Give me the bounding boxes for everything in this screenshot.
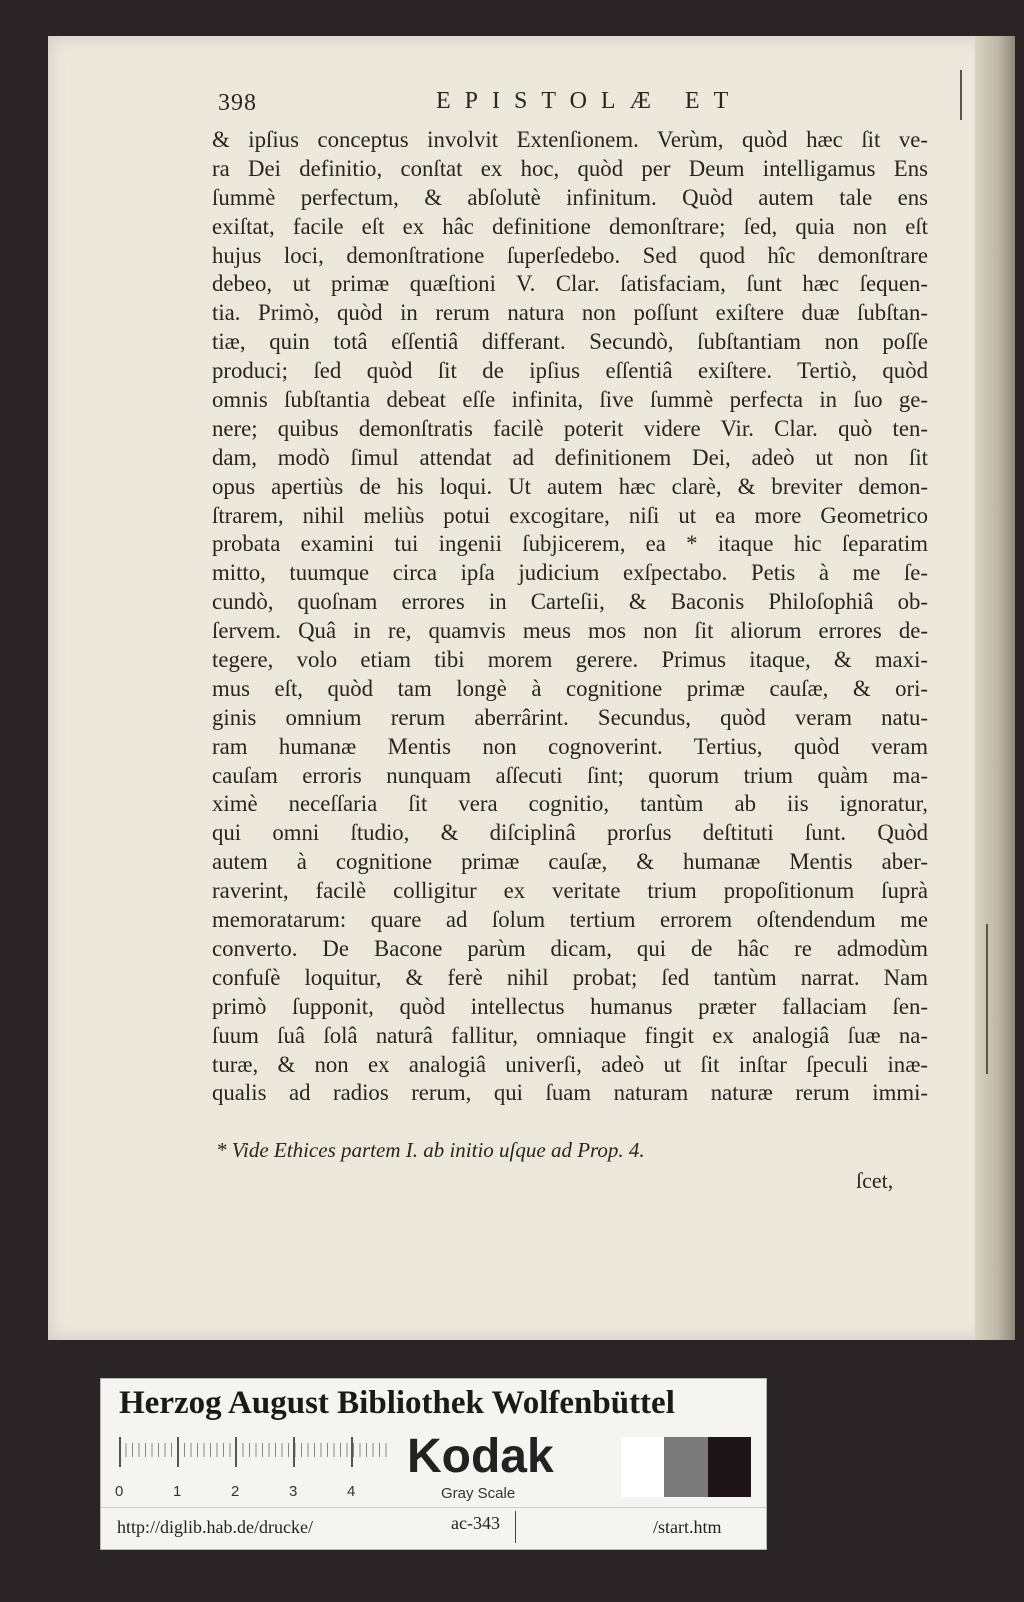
scale-label: 3 [289, 1483, 298, 1500]
gray-scale-label: Gray Scale [441, 1485, 516, 1502]
text-line: ginis omnium rerum aberrârint. Secundus, quòd veram natu- [212, 704, 928, 730]
library-name: Herzog August Bibliothek Wolfenbüttel [119, 1385, 675, 1421]
catchword: ſcet, [856, 1168, 894, 1193]
url-right: /start.htm [653, 1517, 722, 1537]
text-line: ximè neceſſaria ſit vera cognitio, tantùm ab iis ignoratur, [212, 791, 928, 817]
gray-patch [708, 1437, 751, 1497]
page-number: 398 [218, 90, 257, 116]
page-edge [975, 36, 1015, 1340]
text-line: ram humanæ Mentis non cognoverint. Tertius, quòd veram [212, 733, 928, 759]
text-line: ſervem. Quâ in re, quamvis meus mos non ſit aliorum errores de- [212, 618, 928, 644]
text-line: mus eſt, quòd tam longè à cognitione primæ cauſæ, & ori- [212, 675, 928, 701]
text-line: confuſè loquitur, & ferè nihil probat; ſed tantùm narrat. Nam [212, 964, 928, 990]
edge-mark [986, 924, 988, 1074]
text-line: converto. De Bacone parùm dicam, qui de hâc re admodùm [212, 935, 928, 961]
text-line: qui omni ſtudio, & diſciplinâ prorſus deſtituti ſunt. Quòd [212, 820, 928, 846]
gray-patches [621, 1437, 751, 1497]
footnote: * Vide Ethices partem I. ab initio uſque ad Prop. 4. [216, 1138, 645, 1162]
text-line: primò ſupponit, quòd intellectus humanus præter fallaciam ſen- [212, 993, 928, 1019]
gray-patch [621, 1437, 664, 1497]
text-line: debeo, ut primæ quæſtioni V. Clar. ſatisfaciam, ſunt hæc ſequen- [212, 271, 928, 297]
scale-label: 4 [347, 1483, 356, 1500]
text-line: exiſtat, facile eſt ex hâc definitione demonſtrare; ſed, quia non eſt [212, 213, 928, 239]
url-left: http://diglib.hab.de/drucke/ [117, 1517, 313, 1537]
text-line: memoratarum: quare ad ſolum tertium errorem oſtendendum me [212, 907, 928, 933]
text-line: ſummè perfectum, & abſolutè infinitum. Quòd autem tale ens [212, 184, 928, 210]
text-line: autem à cognitione primæ cauſæ, & humanæ Mentis aber- [212, 849, 928, 875]
scale-label: 2 [231, 1483, 240, 1500]
text-line: opus apertiùs de his loqui. Ut autem hæc clarè, & breviter demon- [212, 473, 928, 499]
text-line: mitto, tuumque circa ipſa judicium exſpectabo. Petis à me ſe- [212, 560, 928, 586]
text-line: produci; ſed quòd ſit de ipſius eſſentiâ exiſtere. Tertiò, quòd [212, 358, 928, 384]
text-line: omnis ſubſtantia debeat eſſe infinita, ſive ſummè perfecta in ſuo ge- [212, 387, 928, 413]
body-text [212, 126, 928, 1108]
text-line: ra Dei definitio, conſtat ex hoc, quòd per Deum intelligamus Ens [212, 155, 928, 181]
scale-label: 0 [115, 1483, 124, 1500]
text-line: & ipſius conceptus involvit Extenſionem. Verùm, quòd hæc ſit ve- [212, 127, 928, 152]
text-line: ſtrarem, nihil meliùs potui excogitare, niſi ut ea more Geometrico [212, 502, 928, 528]
kodak-logo: Kodak [407, 1430, 554, 1483]
text-line: cundò, quoſnam errores in Carteſii, & Baconis Philoſophiâ ob- [212, 589, 928, 615]
text-line: ſuum ſuâ ſolâ naturâ fallitur, omniaque fingit ex analogiâ ſuæ na- [212, 1022, 928, 1048]
text-line: nere; quibus demonſtratis facilè poterit videre Vir. Clar. quò ten- [212, 415, 928, 441]
running-title: EPISTOLÆ ET [436, 88, 743, 114]
library-scale-card [100, 1378, 767, 1550]
text-line: tegere, volo etiam tibi morem gerere. Primus itaque, & maxi- [212, 647, 928, 673]
text-line: dam, modò ſimul attendat ad definitionem Dei, adeò ut non ſit [212, 444, 928, 470]
gray-patch [664, 1437, 707, 1497]
text-line: raverint, facilè colligitur ex veritate trium propoſitionum ſuprà [212, 878, 928, 904]
shelfmark-divider [515, 1511, 516, 1543]
text-line: hujus loci, demonſtratione ſuperſedebo. Sed quod hîc demonſtrare [212, 242, 928, 268]
text-line: cauſam erroris nunquam aſſecuti ſint; quorum trium quàm ma- [212, 762, 928, 788]
text-line: qualis ad radios rerum, qui ſuam naturam naturæ rerum immi- [212, 1080, 928, 1106]
text-line: tiæ, quin totâ eſſentiâ differant. Secundò, ſubſtantiam non poſſe [212, 329, 928, 355]
card-divider [101, 1507, 766, 1508]
shelfmark: ac-343 [451, 1513, 500, 1533]
edge-mark [960, 70, 962, 120]
text-line: probata examini tui ingenii ſubjicerem, ea * itaque hic ſeparatim [212, 531, 928, 557]
scale-label: 1 [173, 1483, 182, 1500]
page-header [218, 88, 918, 122]
text-line: tia. Primò, quòd in rerum natura non poſſunt exiſtere duæ ſubſtan- [212, 300, 928, 326]
ruler-major-ticks [119, 1437, 389, 1477]
text-line: turæ, & non ex analogiâ univerſi, adeò ut ſit inſtar ſpeculi inæ- [212, 1051, 928, 1077]
